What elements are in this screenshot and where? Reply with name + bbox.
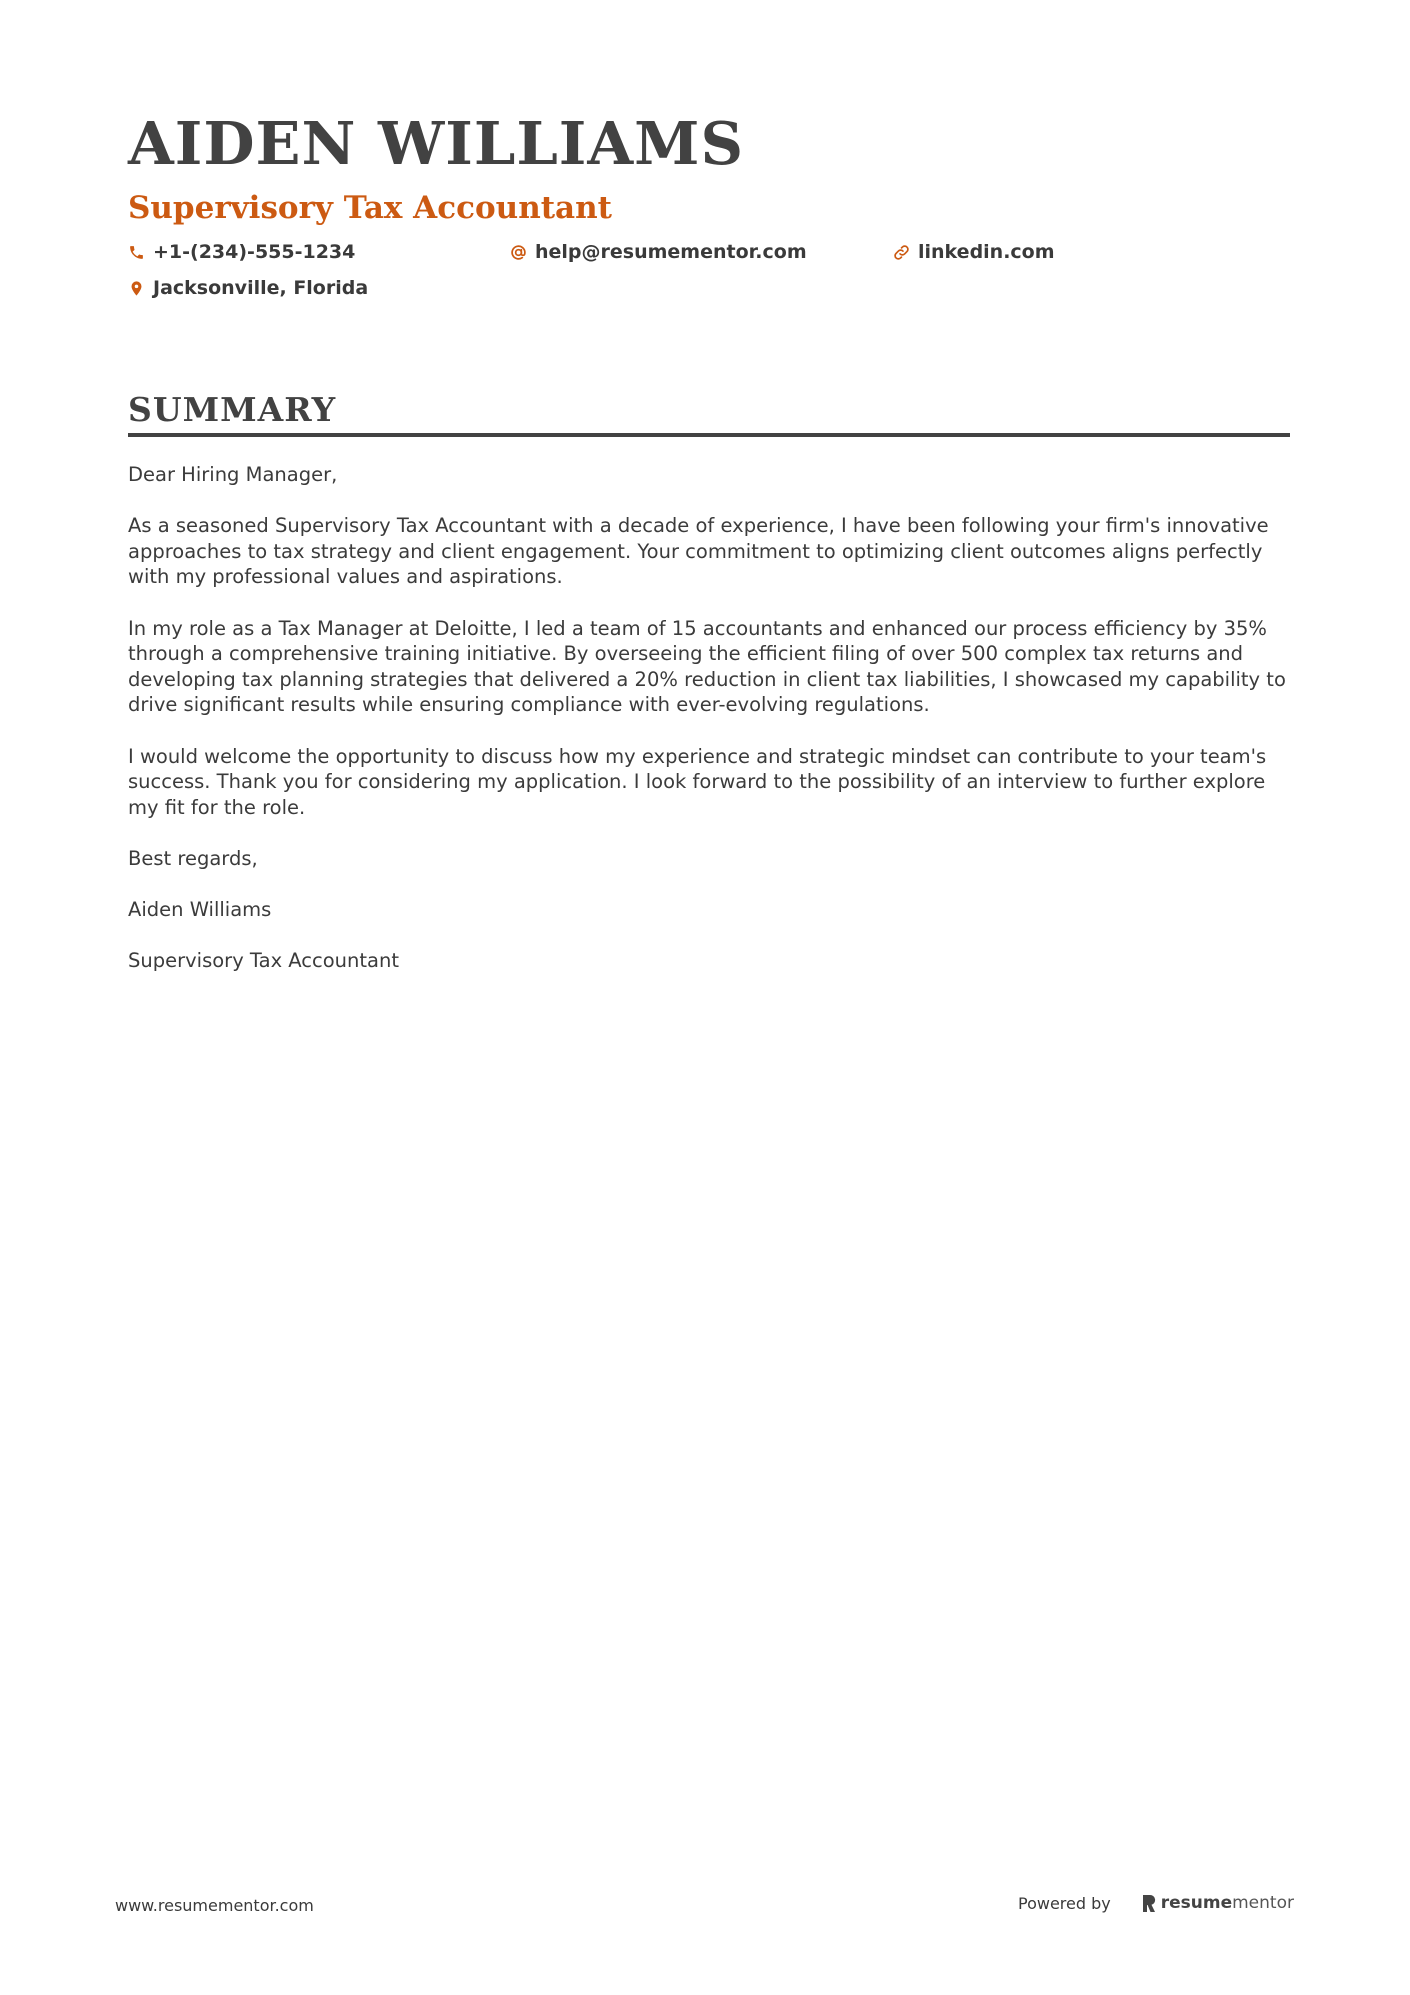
footer-powered-by [1018,1893,1294,1913]
signature-name: Aiden Williams [128,898,272,922]
letter-closing: Best regards, [128,846,258,870]
phone-text: +1-(234)-555-1234 [153,241,356,263]
letter-paragraph-1: As a seasoned Supervisory Tax Accountant with a decade of experience, I have been following your firm's innovative approaches to tax strategy and client engagement. Your commitment to optimizing client outcomes aligns perfectly with my professional values and aspirations. [128,514,1269,589]
location-text: Jacksonville, Florida [153,277,369,299]
resumementor-logo[interactable] [1141,1893,1294,1913]
contact-link[interactable] [893,243,1055,262]
brand-text-bold: resume [1160,1893,1233,1913]
letter-paragraph-3: I would welcome the opportunity to discuss how my experience and strategic mindset can contribute to your team's success. Thank you for considering my application. I look forward to the possibility of an interview to further explore my fit for the role. [128,744,1267,819]
contact-email[interactable] [510,243,807,262]
signature-title: Supervisory Tax Accountant [128,949,399,973]
linkedin-link[interactable]: linkedin.com [918,241,1055,263]
letter-greeting: Dear Hiring Manager, [128,463,338,486]
link-icon [893,244,910,261]
powered-by-label: Powered by [1018,1893,1111,1913]
location-pin-icon [128,280,145,297]
letter-body [128,462,1293,999]
candidate-role: Supervisory Tax Accountant [128,190,612,226]
footer-website-link[interactable]: www.resumementor.com [115,1896,314,1915]
section-divider [128,433,1290,437]
resumementor-logo-icon [1141,1894,1157,1913]
letter-paragraph-2: In my role as a Tax Manager at Deloitte, I led a team of 15 accountants and enhanced our process efficiency by 35% through a comprehensive training initiative. By overseeing the efficient filing of over 500 complex tax returns and developing tax planning strategies that delivered a 20% reduction in client tax liabilities, I showcased my capability to drive significant results while ensuring compliance with ever-evolving regulations. [128,616,1286,717]
at-icon [510,244,527,261]
section-title-summary: SUMMARY [128,390,337,429]
brand-text-light: mentor [1232,1893,1294,1913]
candidate-name: AIDEN WILLIAMS [128,109,745,178]
email-link[interactable]: help@resumementor.com [535,241,807,263]
phone-icon [128,244,145,261]
contact-phone [128,243,355,262]
contact-location [128,279,368,298]
